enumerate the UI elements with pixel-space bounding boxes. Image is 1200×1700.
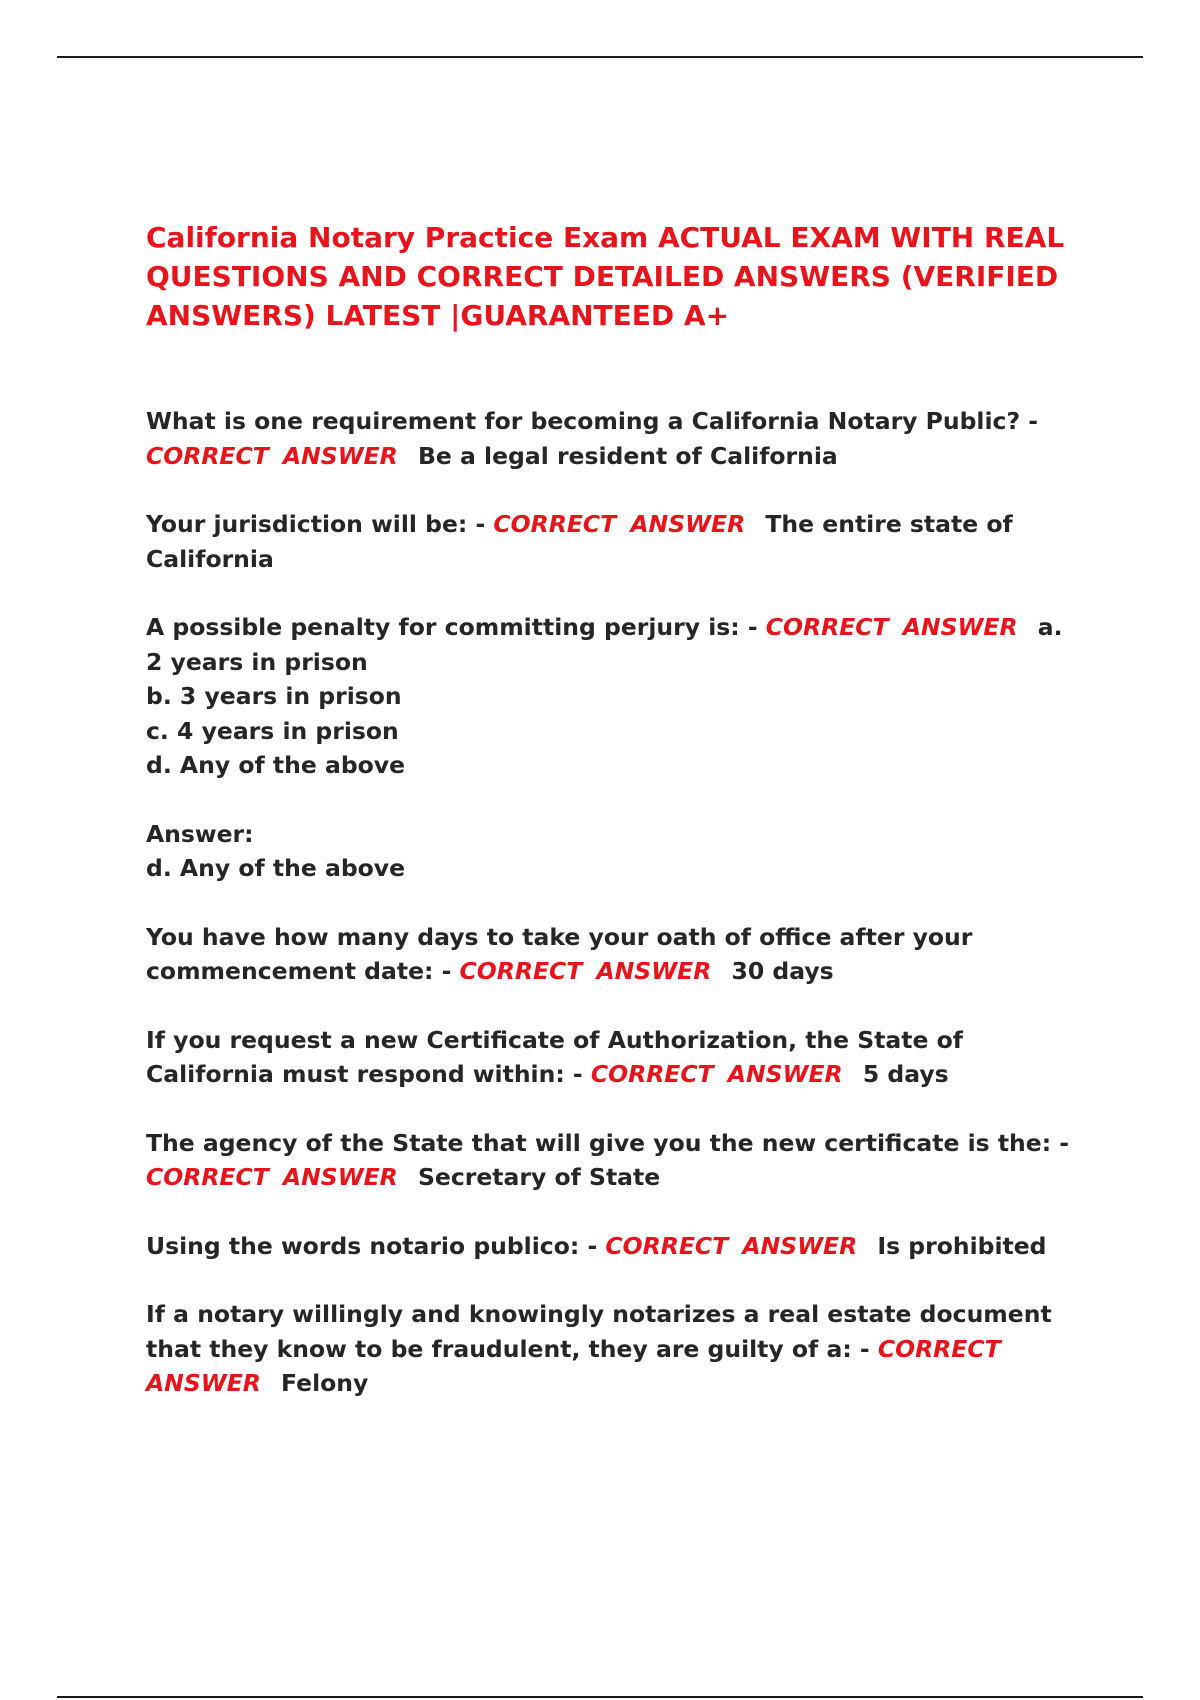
qa-item xyxy=(146,507,1076,576)
question-text: If a notary willingly and knowingly notarizes a real estate document that they know to be fraudulent, they are guilty of a: - xyxy=(146,1300,1052,1363)
correct-answer-marker: CORRECT ANSWER xyxy=(146,1334,1001,1397)
correct-answer-marker: CORRECT ANSWER xyxy=(590,1060,843,1088)
answer-text: Secretary of State xyxy=(417,1163,661,1191)
document-title: California Notary Practice Exam ACTUAL EXAM WITH REAL QUESTIONS AND CORRECT DETAILED ANSWERS (VERIFIED ANSWERS) LATEST |GUARANTEED A+ xyxy=(146,221,1065,332)
question-text: A possible penalty for committing perjury is: - xyxy=(146,613,758,641)
qa-item xyxy=(146,920,1076,989)
correct-answer-marker: CORRECT ANSWER xyxy=(605,1231,858,1260)
correct-answer-marker: CORRECT ANSWER xyxy=(146,1163,398,1191)
header-rule xyxy=(57,56,1143,58)
answer-option: d. Any of the above xyxy=(146,751,406,779)
answer-label: Answer: xyxy=(146,819,254,848)
question-text: What is one requirement for becoming a California Notary Public? - xyxy=(146,407,1039,435)
question-text: You have how many days to take your oath of office after your commencement date: - xyxy=(146,922,973,985)
answer-text: 5 days xyxy=(862,1060,949,1088)
correct-answer-marker: CORRECT ANSWER xyxy=(493,510,746,538)
correct-answer-marker: CORRECT ANSWER xyxy=(459,957,712,985)
answer-text: The entire state of California xyxy=(146,510,1013,573)
question-text: The agency of the State that will give you the new certificate is the: - xyxy=(146,1128,1070,1157)
answer-text: Felony xyxy=(281,1369,369,1397)
question-text: If you request a new Certificate of Authorization, the State of California must respond within: - xyxy=(146,1025,964,1088)
question-text: Your jurisdiction will be: - xyxy=(146,510,486,538)
question-text: Using the words notario publico: - xyxy=(146,1231,598,1260)
answer-text: Is prohibited xyxy=(877,1231,1047,1260)
qa-item xyxy=(146,610,1076,783)
qa-list xyxy=(146,404,1076,1435)
answer-option: c. 4 years in prison xyxy=(146,716,399,745)
footer-rule xyxy=(57,1696,1143,1698)
answer-value: d. Any of the above xyxy=(146,854,406,882)
qa-item xyxy=(146,1229,1076,1264)
answer-text: Be a legal resident of California xyxy=(417,441,838,470)
qa-item xyxy=(146,1126,1076,1195)
correct-answer-marker: CORRECT ANSWER xyxy=(146,441,398,470)
qa-item xyxy=(146,1023,1076,1092)
qa-item xyxy=(146,1297,1076,1401)
qa-item xyxy=(146,817,1076,886)
answer-text: a. 2 years in prison xyxy=(146,613,1063,676)
correct-answer-marker: CORRECT ANSWER xyxy=(765,613,1018,641)
answer-option: b. 3 years in prison xyxy=(146,682,402,710)
answer-text: 30 days xyxy=(731,957,834,985)
qa-item xyxy=(146,404,1076,473)
